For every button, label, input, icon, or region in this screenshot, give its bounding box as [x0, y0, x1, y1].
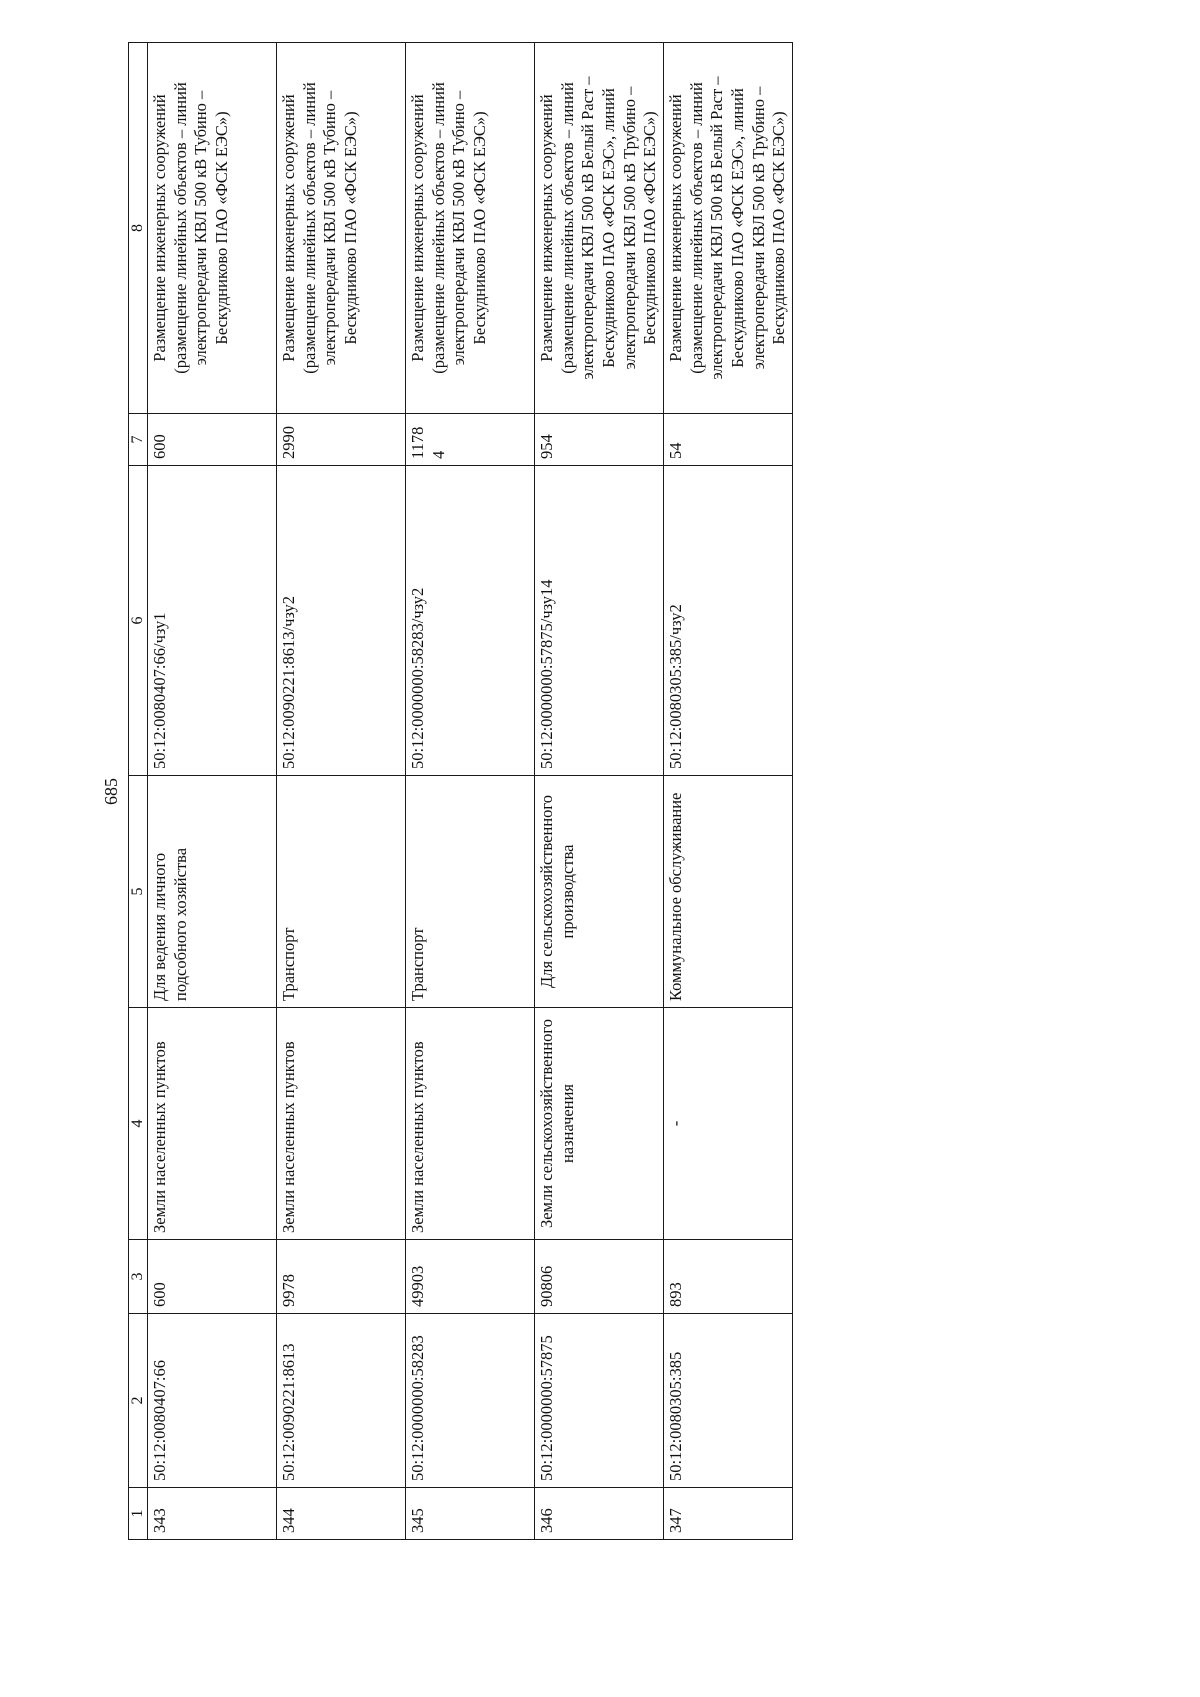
permitted-use-cell: Для сельскохозяйственного производства: [535, 776, 664, 1008]
part-number-cell: 50:12:0080407:66/чзу1: [148, 466, 277, 776]
part-number-cell: 50:12:0000000:57875/чзу14: [535, 466, 664, 776]
table-row: [148, 43, 277, 1540]
table-row: [277, 43, 406, 1540]
column-header: 7: [129, 414, 148, 466]
permitted-use-cell: Транспорт: [277, 776, 406, 1008]
column-number-row: [129, 43, 148, 1540]
cadastral-number-cell: 50:12:0000000:57875: [535, 1314, 664, 1488]
column-header: 3: [129, 1240, 148, 1314]
cadastral-number-cell: 50:12:0080407:66: [148, 1314, 277, 1488]
part-area-cell: 11784: [406, 414, 535, 466]
part-area-cell: 954: [535, 414, 664, 466]
area-cell: 90806: [535, 1240, 664, 1314]
table-row: [535, 43, 664, 1540]
land-plots-table: [128, 42, 793, 1540]
row-number-cell: 347: [664, 1488, 793, 1540]
row-number-cell: 346: [535, 1488, 664, 1540]
permitted-use-cell: Транспорт: [406, 776, 535, 1008]
row-number-cell: 343: [148, 1488, 277, 1540]
purpose-cell: Размещение инженерных сооружений (размещение линейных объектов – линий электропередачи КВЛ 500 кВ Белый Раст – Бескудниково ПАО «ФСК ЕЭС», линий электропередачи КВЛ 500 кВ Трубино – Бескудниково ПАО «ФСК ЕЭС»): [535, 43, 664, 414]
row-number-cell: 345: [406, 1488, 535, 1540]
cadastral-number-cell: 50:12:0000000:58283: [406, 1314, 535, 1488]
column-header: 8: [129, 43, 148, 414]
table-row: [406, 43, 535, 1540]
part-area-cell: 54: [664, 414, 793, 466]
part-number-cell: 50:12:0090221:8613/чзу2: [277, 466, 406, 776]
cadastral-number-cell: 50:12:0080305:385: [664, 1314, 793, 1488]
area-cell: 9978: [277, 1240, 406, 1314]
purpose-cell: Размещение инженерных сооружений (размещение линейных объектов – линий электропередачи КВЛ 500 кВ Белый Раст – Бескудниково ПАО «ФСК ЕЭС», линий электропередачи КВЛ 500 кВ Трубино – Бескудниково ПАО «ФСК ЕЭС»): [664, 43, 793, 414]
purpose-cell: Размещение инженерных сооружений (размещение линейных объектов – линий электропередачи КВЛ 500 кВ Тубино – Бескудниково ПАО «ФСК ЕЭС»): [148, 43, 277, 414]
table-row: [664, 43, 793, 1540]
land-category-cell: Земли сельскохозяйственного назначения: [535, 1008, 664, 1240]
area-cell: 49903: [406, 1240, 535, 1314]
column-header: 1: [129, 1488, 148, 1540]
land-category-cell: Земли населенных пунктов: [277, 1008, 406, 1240]
row-number-cell: 344: [277, 1488, 406, 1540]
column-header: 6: [129, 466, 148, 776]
column-header: 2: [129, 1314, 148, 1488]
part-area-cell: 2990: [277, 414, 406, 466]
land-category-cell: Земли населенных пунктов: [406, 1008, 535, 1240]
area-cell: 600: [148, 1240, 277, 1314]
part-number-cell: 50:12:0080305:385/чзу2: [664, 466, 793, 776]
part-number-cell: 50:12:0000000:58283/чзу2: [406, 466, 535, 776]
purpose-cell: Размещение инженерных сооружений (размещение линейных объектов – линий электропередачи КВЛ 500 кВ Тубино – Бескудниково ПАО «ФСК ЕЭС»): [277, 43, 406, 414]
cadastral-number-cell: 50:12:0090221:8613: [277, 1314, 406, 1488]
permitted-use-cell: Коммунальное обслуживание: [664, 776, 793, 1008]
rotated-document-page: [94, 43, 921, 1540]
column-header: 5: [129, 776, 148, 1008]
area-cell: 893: [664, 1240, 793, 1314]
part-area-cell: 600: [148, 414, 277, 466]
column-header: 4: [129, 1008, 148, 1240]
permitted-use-cell: Для ведения личного подсобного хозяйства: [148, 776, 277, 1008]
land-category-cell: -: [664, 1008, 793, 1240]
page-number: 685: [101, 778, 121, 805]
land-category-cell: Земли населенных пунктов: [148, 1008, 277, 1240]
purpose-cell: Размещение инженерных сооружений (размещение линейных объектов – линий электропередачи КВЛ 500 кВ Тубино – Бескудниково ПАО «ФСК ЕЭС»): [406, 43, 535, 414]
